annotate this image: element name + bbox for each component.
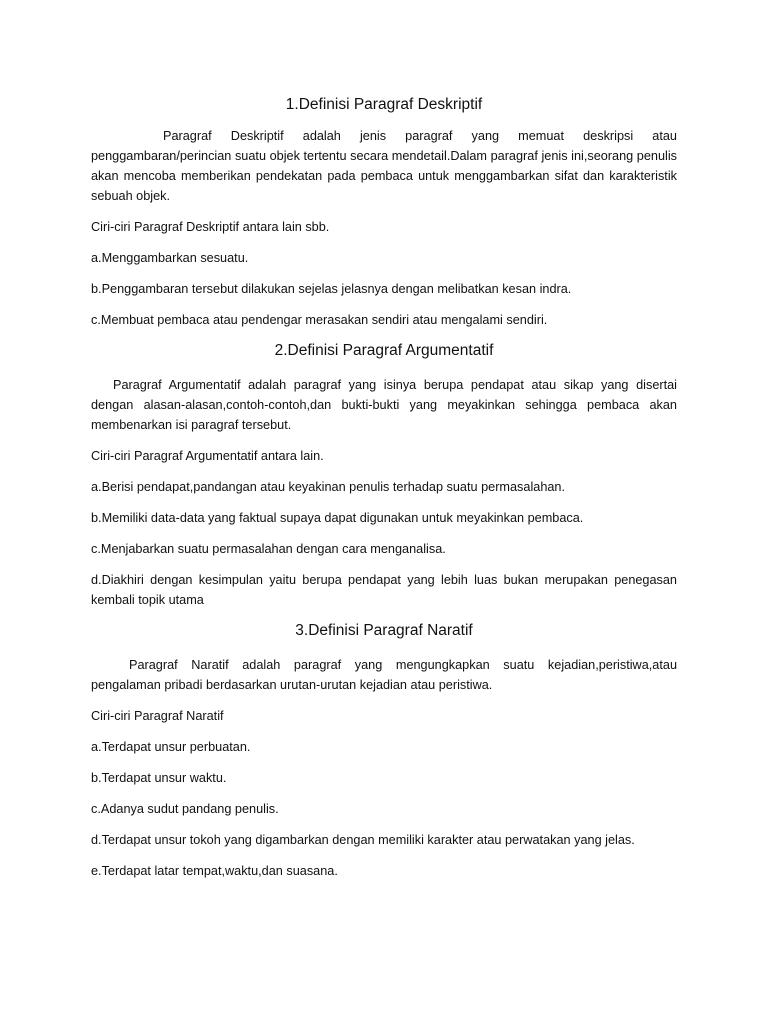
list-item: d.Diakhiri dengan kesimpulan yaitu berupa pendapat yang lebih luas bukan merupakan penegasan kembali topik utama [91, 573, 677, 607]
section-heading: 2.Definisi Paragraf Argumentatif [274, 342, 494, 359]
list-item: a.Terdapat unsur perbuatan. [91, 740, 251, 754]
list-item: a.Berisi pendapat,pandangan atau keyakinan penulis terhadap suatu permasalahan. [91, 480, 566, 494]
list-item: b.Memiliki data-data yang faktual supaya dapat digunakan untuk meyakinkan pembaca. [91, 511, 584, 525]
list-item: c.Menjabarkan suatu permasalahan dengan cara menganalisa. [91, 542, 446, 556]
ciri-label: Ciri-ciri Paragraf Argumentatif antara lain. [91, 449, 324, 463]
section-deskriptif [91, 95, 677, 330]
section-intro-paragraph: Paragraf Naratif adalah paragraf yang mengungkapkan suatu kejadian,peristiwa,atau pengalaman pribadi berdasarkan urutan-urutan kejadian atau peristiwa. [91, 658, 677, 692]
section-argumentatif [91, 341, 677, 610]
section-naratif [91, 621, 677, 881]
section-intro-paragraph: Paragraf Deskriptif adalah jenis paragraf yang memuat deskripsi atau penggambaran/perincian suatu objek tertentu secara mendetail.Dalam paragraf jenis ini,seorang penulis akan mencoba memberikan pendekatan pada pembaca untuk menggambarkan sifat dan karakteristik sebuah objek. [91, 129, 677, 203]
list-item: d.Terdapat unsur tokoh yang digambarkan dengan memiliki karakter atau perwatakan yang jelas. [91, 833, 635, 847]
ciri-label: Ciri-ciri Paragraf Deskriptif antara lain sbb. [91, 220, 330, 234]
section-heading: 3.Definisi Paragraf Naratif [295, 622, 473, 639]
list-item: c.Adanya sudut pandang penulis. [91, 802, 279, 816]
list-item: b.Terdapat unsur waktu. [91, 771, 227, 785]
list-item: e.Terdapat latar tempat,waktu,dan suasana. [91, 864, 338, 878]
list-item: c.Membuat pembaca atau pendengar merasakan sendiri atau mengalami sendiri. [91, 313, 548, 327]
list-item: b.Penggambaran tersebut dilakukan sejelas jelasnya dengan melibatkan kesan indra. [91, 282, 572, 296]
section-intro-paragraph: Paragraf Argumentatif adalah paragraf yang isinya berupa pendapat atau sikap yang disertai dengan alasan-alasan,contoh-contoh,dan bukti-bukti yang meyakinkan sehingga pembaca akan membenarkan isi paragraf tersebut. [91, 378, 677, 432]
ciri-label: Ciri-ciri Paragraf Naratif [91, 709, 224, 723]
section-heading: 1.Definisi Paragraf Deskriptif [285, 96, 483, 113]
list-item: a.Menggambarkan sesuatu. [91, 251, 249, 265]
